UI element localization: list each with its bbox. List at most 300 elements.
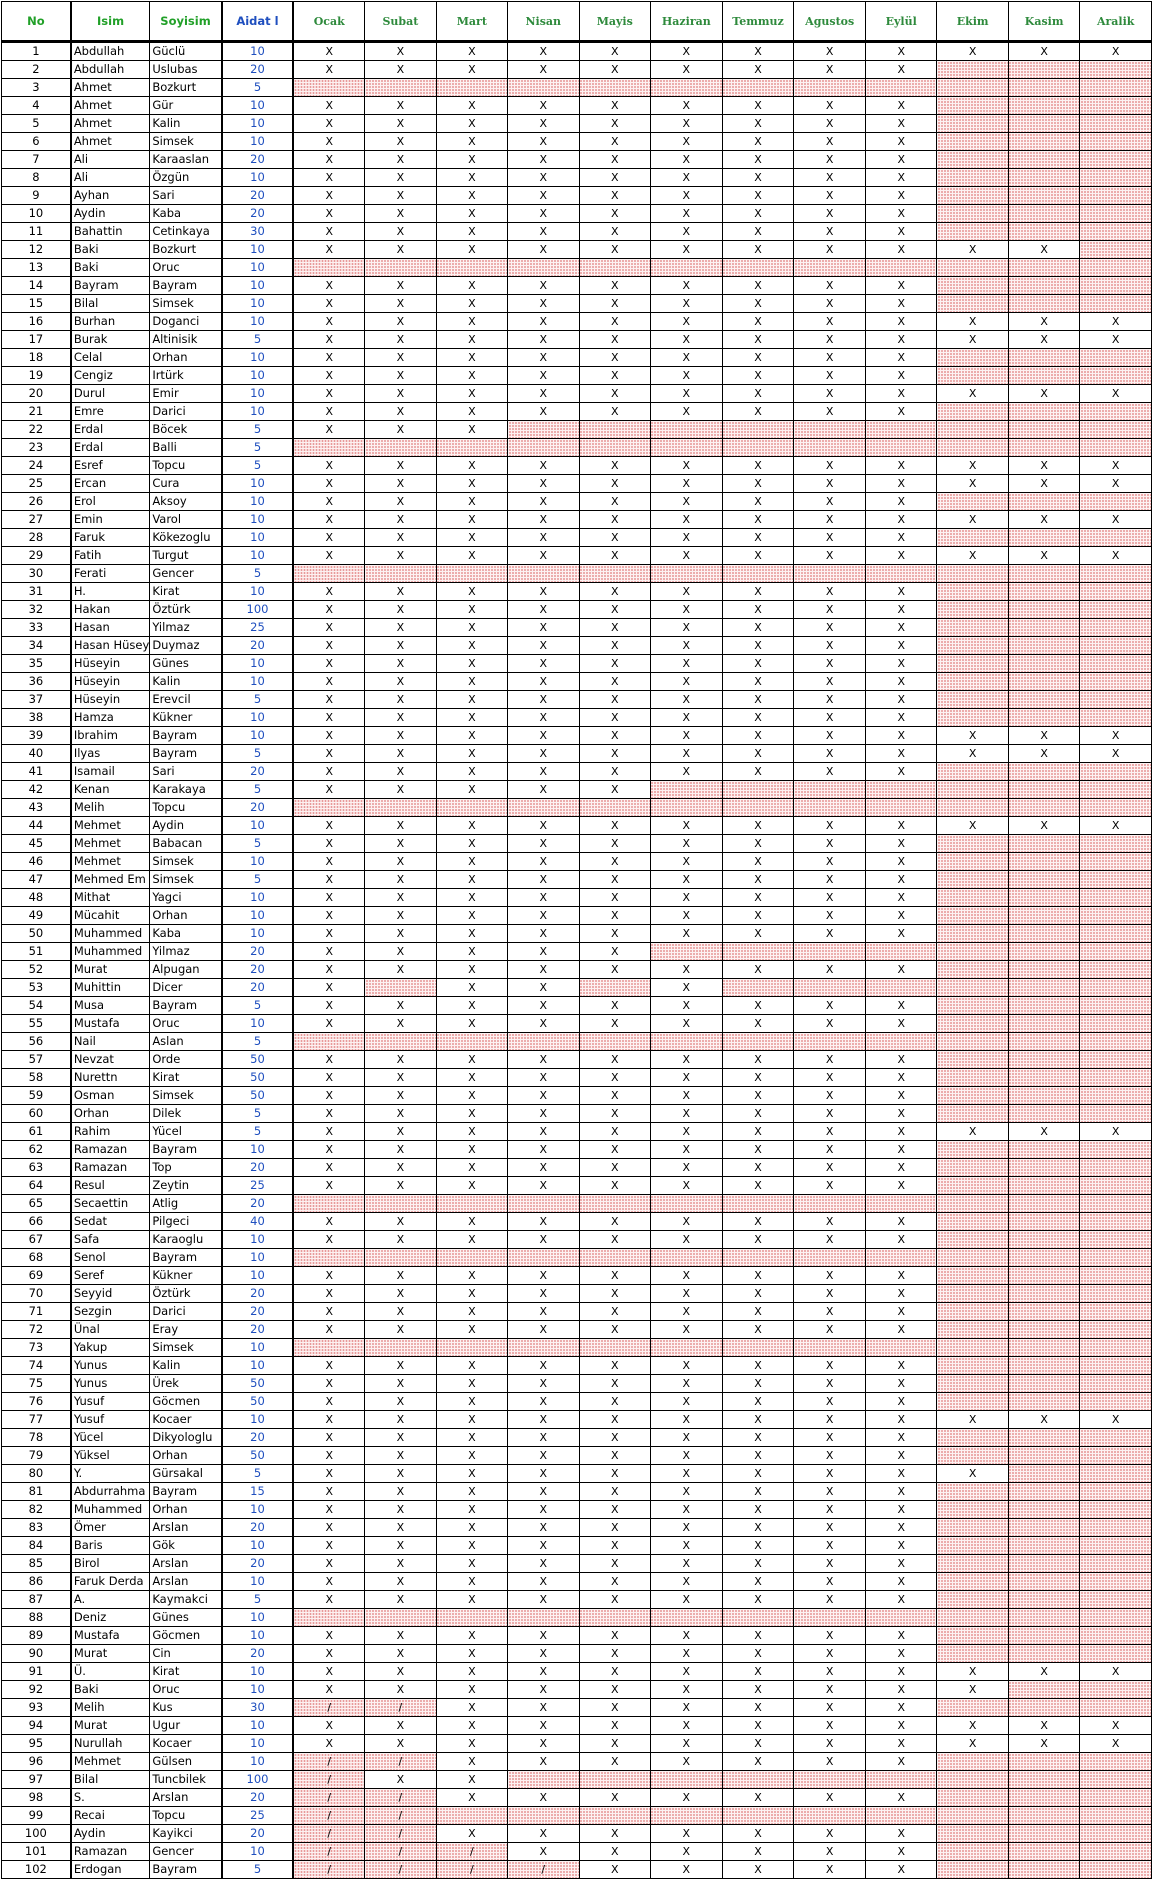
cell-paid[interactable]: X (508, 1573, 579, 1591)
cell-first-name[interactable]: Celal (71, 349, 150, 367)
cell-unpaid[interactable] (293, 565, 364, 583)
cell-unpaid[interactable] (937, 61, 1008, 79)
cell-paid[interactable]: X (436, 907, 507, 925)
cell-unpaid[interactable] (937, 1573, 1008, 1591)
cell-unpaid[interactable] (579, 1807, 650, 1825)
cell-unpaid[interactable] (1080, 79, 1152, 97)
cell-unpaid[interactable] (1008, 1051, 1080, 1069)
cell-unpaid[interactable] (1008, 799, 1080, 817)
cell-first-name[interactable]: Abdullah (71, 61, 150, 79)
cell-paid[interactable]: X (794, 547, 866, 565)
cell-unpaid[interactable] (1008, 889, 1080, 907)
cell-paid[interactable]: X (436, 1555, 507, 1573)
cell-paid[interactable]: X (365, 1447, 436, 1465)
cell-unpaid[interactable] (1008, 97, 1080, 115)
cell-dues[interactable]: 5 (222, 79, 294, 97)
cell-paid[interactable]: X (579, 1663, 650, 1681)
cell-paid[interactable]: X (508, 583, 579, 601)
cell-unpaid[interactable] (1008, 421, 1080, 439)
cell-paid[interactable]: X (436, 943, 507, 961)
cell-paid[interactable]: X (794, 997, 866, 1015)
cell-paid[interactable]: X (579, 1303, 650, 1321)
cell-paid[interactable]: X (937, 1681, 1008, 1699)
cell-unpaid[interactable] (794, 1195, 866, 1213)
cell-unpaid[interactable] (365, 439, 436, 457)
cell-last-name[interactable]: Turgut (150, 547, 222, 565)
cell-paid[interactable]: X (508, 925, 579, 943)
cell-first-name[interactable]: Yunus (71, 1375, 150, 1393)
cell-paid[interactable]: X (365, 187, 436, 205)
cell-last-name[interactable]: Kaba (150, 205, 222, 223)
cell-paid[interactable]: X (794, 601, 866, 619)
cell-paid[interactable]: X (508, 817, 579, 835)
cell-first-name[interactable]: Yücel (71, 1429, 150, 1447)
cell-paid[interactable]: X (650, 997, 722, 1015)
cell-paid[interactable]: X (293, 619, 364, 637)
cell-paid[interactable]: X (293, 403, 364, 421)
cell-paid[interactable]: X (650, 1159, 722, 1177)
cell-paid[interactable]: X (365, 637, 436, 655)
cell-paid[interactable]: X (794, 1375, 866, 1393)
cell-paid[interactable]: X (794, 709, 866, 727)
cell-unpaid[interactable] (1080, 1753, 1152, 1771)
cell-paid[interactable]: X (293, 673, 364, 691)
cell-last-name[interactable]: Kükner (150, 709, 222, 727)
cell-paid[interactable]: X (722, 187, 794, 205)
cell-first-name[interactable]: Muhammed (71, 943, 150, 961)
cell-unpaid[interactable] (937, 961, 1008, 979)
cell-paid[interactable]: X (365, 1465, 436, 1483)
cell-paid[interactable]: X (365, 61, 436, 79)
cell-paid[interactable]: X (650, 1861, 722, 1879)
cell-paid[interactable]: X (650, 817, 722, 835)
cell-unpaid[interactable] (1080, 1465, 1152, 1483)
cell-exempt[interactable]: / (436, 1861, 507, 1879)
cell-paid[interactable]: X (508, 457, 579, 475)
cell-unpaid[interactable] (1080, 421, 1152, 439)
cell-last-name[interactable]: Öztürk (150, 601, 222, 619)
cell-dues[interactable]: 10 (222, 1411, 294, 1429)
cell-last-name[interactable]: Bayram (150, 727, 222, 745)
cell-paid[interactable]: X (365, 475, 436, 493)
cell-paid[interactable]: X (508, 1501, 579, 1519)
cell-first-name[interactable]: Osman (71, 1087, 150, 1105)
cell-paid[interactable]: X (722, 1825, 794, 1843)
cell-paid[interactable]: X (508, 331, 579, 349)
cell-dues[interactable]: 100 (222, 1771, 294, 1789)
cell-paid[interactable]: X (579, 241, 650, 259)
cell-paid[interactable]: X (722, 1231, 794, 1249)
cell-unpaid[interactable] (579, 979, 650, 997)
cell-last-name[interactable]: Aslan (150, 1033, 222, 1051)
cell-first-name[interactable]: Burak (71, 331, 150, 349)
cell-paid[interactable]: X (579, 349, 650, 367)
cell-paid[interactable]: X (794, 1537, 866, 1555)
cell-paid[interactable]: X (508, 619, 579, 637)
cell-paid[interactable]: X (794, 277, 866, 295)
cell-paid[interactable]: X (1080, 547, 1152, 565)
cell-paid[interactable]: X (1080, 745, 1152, 763)
cell-unpaid[interactable] (1080, 1861, 1152, 1879)
cell-paid[interactable]: X (866, 1375, 937, 1393)
cell-unpaid[interactable] (722, 1339, 794, 1357)
cell-paid[interactable]: X (365, 1519, 436, 1537)
cell-paid[interactable]: X (794, 583, 866, 601)
cell-paid[interactable]: X (508, 277, 579, 295)
cell-paid[interactable]: X (365, 1285, 436, 1303)
cell-paid[interactable]: X (365, 745, 436, 763)
cell-paid[interactable]: X (722, 1681, 794, 1699)
cell-no[interactable]: 67 (2, 1231, 71, 1249)
cell-paid[interactable]: X (365, 1555, 436, 1573)
cell-unpaid[interactable] (866, 79, 937, 97)
cell-unpaid[interactable] (937, 1861, 1008, 1879)
cell-unpaid[interactable] (508, 1339, 579, 1357)
cell-paid[interactable]: X (722, 61, 794, 79)
cell-paid[interactable]: X (436, 151, 507, 169)
cell-paid[interactable]: X (722, 1411, 794, 1429)
cell-no[interactable]: 23 (2, 439, 71, 457)
cell-paid[interactable]: X (365, 1051, 436, 1069)
cell-paid[interactable]: X (722, 133, 794, 151)
cell-last-name[interactable]: Bayram (150, 745, 222, 763)
col-header-ekim[interactable]: Ekim (937, 2, 1008, 42)
cell-no[interactable]: 89 (2, 1627, 71, 1645)
cell-unpaid[interactable] (1008, 133, 1080, 151)
cell-paid[interactable]: X (293, 1447, 364, 1465)
cell-unpaid[interactable] (722, 799, 794, 817)
cell-paid[interactable]: X (579, 1753, 650, 1771)
cell-paid[interactable]: X (508, 61, 579, 79)
cell-paid[interactable]: X (293, 1105, 364, 1123)
cell-no[interactable]: 59 (2, 1087, 71, 1105)
cell-paid[interactable]: X (365, 331, 436, 349)
cell-dues[interactable]: 25 (222, 1807, 294, 1825)
cell-last-name[interactable]: Topcu (150, 1807, 222, 1825)
cell-paid[interactable]: X (436, 1753, 507, 1771)
cell-paid[interactable]: X (794, 1591, 866, 1609)
cell-no[interactable]: 91 (2, 1663, 71, 1681)
cell-paid[interactable]: X (866, 205, 937, 223)
cell-paid[interactable]: X (579, 1861, 650, 1879)
cell-paid[interactable]: X (866, 1735, 937, 1753)
cell-first-name[interactable]: Orhan (71, 1105, 150, 1123)
cell-unpaid[interactable] (1008, 1681, 1080, 1699)
cell-paid[interactable]: X (436, 313, 507, 331)
cell-paid[interactable]: X (650, 1321, 722, 1339)
cell-paid[interactable]: X (293, 1465, 364, 1483)
cell-unpaid[interactable] (1008, 1069, 1080, 1087)
cell-dues[interactable]: 5 (222, 565, 294, 583)
cell-paid[interactable]: X (579, 493, 650, 511)
cell-unpaid[interactable] (937, 79, 1008, 97)
cell-dues[interactable]: 10 (222, 1735, 294, 1753)
cell-paid[interactable]: X (722, 1753, 794, 1771)
cell-paid[interactable]: X (650, 1735, 722, 1753)
cell-paid[interactable]: X (722, 367, 794, 385)
cell-unpaid[interactable] (866, 1249, 937, 1267)
cell-exempt[interactable]: / (293, 1807, 364, 1825)
cell-paid[interactable]: X (866, 691, 937, 709)
cell-paid[interactable]: X (365, 1375, 436, 1393)
cell-paid[interactable]: X (436, 1285, 507, 1303)
cell-no[interactable]: 42 (2, 781, 71, 799)
cell-paid[interactable]: X (866, 1501, 937, 1519)
cell-paid[interactable]: X (579, 475, 650, 493)
cell-paid[interactable]: X (436, 115, 507, 133)
cell-unpaid[interactable] (722, 979, 794, 997)
cell-paid[interactable]: X (722, 1105, 794, 1123)
cell-unpaid[interactable] (937, 367, 1008, 385)
cell-paid[interactable]: X (866, 493, 937, 511)
cell-no[interactable]: 31 (2, 583, 71, 601)
cell-unpaid[interactable] (365, 799, 436, 817)
cell-unpaid[interactable] (436, 1339, 507, 1357)
cell-first-name[interactable]: Mithat (71, 889, 150, 907)
cell-dues[interactable]: 10 (222, 259, 294, 277)
cell-dues[interactable]: 50 (222, 1069, 294, 1087)
cell-paid[interactable]: X (866, 1357, 937, 1375)
cell-paid[interactable]: X (365, 277, 436, 295)
cell-last-name[interactable]: Orhan (150, 907, 222, 925)
cell-paid[interactable]: X (579, 727, 650, 745)
cell-unpaid[interactable] (937, 1303, 1008, 1321)
cell-no[interactable]: 77 (2, 1411, 71, 1429)
cell-unpaid[interactable] (650, 1195, 722, 1213)
cell-unpaid[interactable] (1008, 1843, 1080, 1861)
cell-paid[interactable]: X (365, 1681, 436, 1699)
cell-paid[interactable]: X (508, 1213, 579, 1231)
cell-no[interactable]: 17 (2, 331, 71, 349)
cell-last-name[interactable]: Varol (150, 511, 222, 529)
cell-paid[interactable]: X (794, 691, 866, 709)
cell-first-name[interactable]: Ayhan (71, 187, 150, 205)
cell-paid[interactable]: X (650, 835, 722, 853)
cell-paid[interactable]: X (722, 223, 794, 241)
cell-unpaid[interactable] (1080, 961, 1152, 979)
cell-exempt[interactable]: / (293, 1753, 364, 1771)
cell-paid[interactable]: X (508, 1843, 579, 1861)
cell-last-name[interactable]: Kükner (150, 1267, 222, 1285)
cell-first-name[interactable]: Bayram (71, 277, 150, 295)
cell-paid[interactable]: X (794, 619, 866, 637)
cell-paid[interactable]: X (365, 241, 436, 259)
cell-last-name[interactable]: Gök (150, 1537, 222, 1555)
cell-paid[interactable]: X (579, 1519, 650, 1537)
cell-last-name[interactable]: Oruc (150, 1015, 222, 1033)
cell-paid[interactable]: X (436, 979, 507, 997)
cell-paid[interactable]: X (508, 1735, 579, 1753)
cell-paid[interactable]: X (508, 133, 579, 151)
cell-first-name[interactable]: Isamail (71, 763, 150, 781)
cell-last-name[interactable]: Ugur (150, 1717, 222, 1735)
cell-paid[interactable]: X (508, 1231, 579, 1249)
cell-last-name[interactable]: Dilek (150, 1105, 222, 1123)
cell-paid[interactable]: X (650, 1267, 722, 1285)
cell-dues[interactable]: 5 (222, 1105, 294, 1123)
cell-paid[interactable]: X (866, 547, 937, 565)
cell-unpaid[interactable] (1080, 1573, 1152, 1591)
cell-paid[interactable]: X (866, 403, 937, 421)
cell-unpaid[interactable] (1008, 1249, 1080, 1267)
cell-last-name[interactable]: Yücel (150, 1123, 222, 1141)
cell-paid[interactable]: X (365, 223, 436, 241)
cell-unpaid[interactable] (794, 781, 866, 799)
cell-paid[interactable]: X (650, 1843, 722, 1861)
cell-paid[interactable]: X (650, 1555, 722, 1573)
cell-paid[interactable]: X (1080, 42, 1152, 61)
cell-unpaid[interactable] (722, 259, 794, 277)
cell-unpaid[interactable] (1080, 925, 1152, 943)
cell-paid[interactable]: X (579, 1267, 650, 1285)
cell-paid[interactable]: X (436, 1699, 507, 1717)
cell-paid[interactable]: X (866, 619, 937, 637)
cell-paid[interactable]: X (1008, 331, 1080, 349)
cell-first-name[interactable]: Burhan (71, 313, 150, 331)
cell-first-name[interactable]: Seref (71, 1267, 150, 1285)
cell-dues[interactable]: 20 (222, 1429, 294, 1447)
cell-unpaid[interactable] (1008, 1303, 1080, 1321)
cell-last-name[interactable]: Kayikci (150, 1825, 222, 1843)
cell-first-name[interactable]: Muhammed (71, 925, 150, 943)
cell-paid[interactable]: X (866, 907, 937, 925)
cell-paid[interactable]: X (579, 385, 650, 403)
cell-paid[interactable]: X (436, 1573, 507, 1591)
cell-unpaid[interactable] (1008, 529, 1080, 547)
cell-paid[interactable]: X (365, 601, 436, 619)
cell-paid[interactable]: X (650, 961, 722, 979)
cell-paid[interactable]: X (365, 115, 436, 133)
cell-paid[interactable]: X (436, 1231, 507, 1249)
cell-dues[interactable]: 20 (222, 1195, 294, 1213)
cell-paid[interactable]: X (650, 403, 722, 421)
cell-paid[interactable]: X (579, 1735, 650, 1753)
cell-paid[interactable]: X (293, 1357, 364, 1375)
cell-paid[interactable]: X (436, 277, 507, 295)
cell-paid[interactable]: X (508, 673, 579, 691)
cell-unpaid[interactable] (436, 565, 507, 583)
cell-unpaid[interactable] (937, 115, 1008, 133)
cell-unpaid[interactable] (1080, 565, 1152, 583)
cell-unpaid[interactable] (937, 1429, 1008, 1447)
cell-unpaid[interactable] (650, 1807, 722, 1825)
cell-paid[interactable]: X (365, 511, 436, 529)
cell-paid[interactable]: X (579, 1177, 650, 1195)
cell-unpaid[interactable] (650, 439, 722, 457)
cell-paid[interactable]: X (866, 1069, 937, 1087)
cell-paid[interactable]: X (937, 1411, 1008, 1429)
cell-first-name[interactable]: Recai (71, 1807, 150, 1825)
cell-paid[interactable]: X (579, 223, 650, 241)
cell-unpaid[interactable] (866, 943, 937, 961)
cell-paid[interactable]: X (436, 349, 507, 367)
cell-dues[interactable]: 20 (222, 1321, 294, 1339)
cell-paid[interactable]: X (436, 187, 507, 205)
cell-paid[interactable]: X (365, 1429, 436, 1447)
cell-no[interactable]: 49 (2, 907, 71, 925)
cell-paid[interactable]: X (436, 1105, 507, 1123)
cell-unpaid[interactable] (293, 1249, 364, 1267)
cell-unpaid[interactable] (1008, 1861, 1080, 1879)
cell-paid[interactable]: X (436, 367, 507, 385)
cell-first-name[interactable]: Ahmet (71, 133, 150, 151)
cell-paid[interactable]: X (794, 1663, 866, 1681)
cell-paid[interactable]: X (794, 1699, 866, 1717)
cell-unpaid[interactable] (1008, 601, 1080, 619)
cell-exempt[interactable]: / (293, 1789, 364, 1807)
cell-unpaid[interactable] (937, 601, 1008, 619)
cell-paid[interactable]: X (293, 1573, 364, 1591)
cell-dues[interactable]: 10 (222, 295, 294, 313)
cell-paid[interactable]: X (579, 1789, 650, 1807)
cell-first-name[interactable]: Hamza (71, 709, 150, 727)
cell-unpaid[interactable] (650, 1249, 722, 1267)
cell-paid[interactable]: X (293, 727, 364, 745)
cell-paid[interactable]: X (650, 1231, 722, 1249)
cell-first-name[interactable]: Yüksel (71, 1447, 150, 1465)
cell-paid[interactable]: X (579, 1069, 650, 1087)
cell-last-name[interactable]: Cin (150, 1645, 222, 1663)
cell-unpaid[interactable] (722, 1807, 794, 1825)
cell-dues[interactable]: 5 (222, 439, 294, 457)
cell-paid[interactable]: X (579, 943, 650, 961)
cell-paid[interactable]: X (722, 331, 794, 349)
cell-unpaid[interactable] (365, 1195, 436, 1213)
cell-paid[interactable]: X (579, 1825, 650, 1843)
cell-dues[interactable]: 50 (222, 1393, 294, 1411)
cell-unpaid[interactable] (1080, 1321, 1152, 1339)
cell-unpaid[interactable] (1080, 1213, 1152, 1231)
col-header-aralik[interactable]: Aralik (1080, 2, 1152, 42)
cell-unpaid[interactable] (794, 979, 866, 997)
cell-paid[interactable]: X (866, 1663, 937, 1681)
cell-unpaid[interactable] (1080, 1159, 1152, 1177)
cell-no[interactable]: 101 (2, 1843, 71, 1861)
cell-paid[interactable]: X (650, 331, 722, 349)
cell-paid[interactable]: X (866, 1825, 937, 1843)
cell-paid[interactable]: X (579, 1555, 650, 1573)
cell-paid[interactable]: X (1008, 745, 1080, 763)
cell-paid[interactable]: X (722, 745, 794, 763)
cell-paid[interactable]: X (794, 403, 866, 421)
cell-unpaid[interactable] (1008, 1339, 1080, 1357)
cell-paid[interactable]: X (508, 1555, 579, 1573)
cell-paid[interactable]: X (937, 547, 1008, 565)
cell-paid[interactable]: X (650, 619, 722, 637)
cell-paid[interactable]: X (293, 961, 364, 979)
cell-dues[interactable]: 10 (222, 583, 294, 601)
cell-no[interactable]: 19 (2, 367, 71, 385)
cell-paid[interactable]: X (579, 1483, 650, 1501)
cell-dues[interactable]: 5 (222, 871, 294, 889)
cell-paid[interactable]: X (436, 1663, 507, 1681)
cell-paid[interactable]: X (508, 1411, 579, 1429)
cell-dues[interactable]: 5 (222, 745, 294, 763)
cell-last-name[interactable]: Gürsakal (150, 1465, 222, 1483)
cell-first-name[interactable]: Secaettin (71, 1195, 150, 1213)
cell-paid[interactable]: X (866, 1015, 937, 1033)
cell-unpaid[interactable] (937, 1825, 1008, 1843)
cell-paid[interactable]: X (436, 619, 507, 637)
cell-paid[interactable]: X (436, 1141, 507, 1159)
cell-paid[interactable]: X (650, 1699, 722, 1717)
cell-paid[interactable]: X (436, 1735, 507, 1753)
cell-unpaid[interactable] (937, 1609, 1008, 1627)
cell-no[interactable]: 43 (2, 799, 71, 817)
cell-paid[interactable]: X (508, 763, 579, 781)
cell-last-name[interactable]: Yilmaz (150, 619, 222, 637)
cell-paid[interactable]: X (866, 331, 937, 349)
